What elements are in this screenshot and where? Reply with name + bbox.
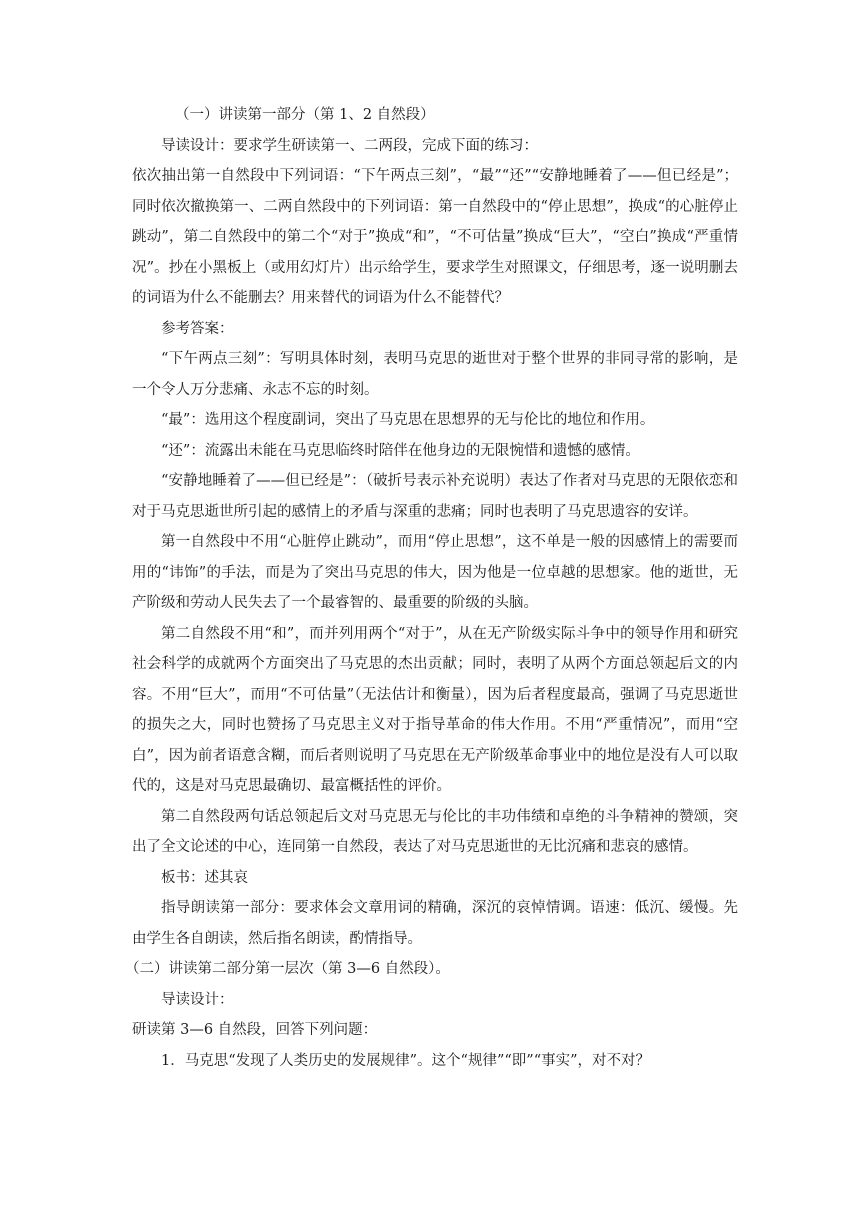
- section-heading-2: （二）讲读第二部分第一层次（第 3—6 自然段）。: [125, 961, 450, 977]
- reading-design-heading: 导读设计：: [161, 991, 234, 1008]
- document-body: [125, 100, 738, 1076]
- study-question-item: 1．马克思“发现了人类历史的发展规律”。这个“规律”“即”“事实”，对不对？: [161, 1052, 651, 1069]
- blackboard-note: 板书：述其哀: [161, 869, 248, 886]
- exercise-instructions-paragraph: 依次抽出第一自然段中下列词语：“下午两点三刻”，“最”“还”“安静地睡着了——但已经是”；同时依次撤换第一、二两自然段中的下列词语：第一自然段中的“停止思想”，换成“的心脏停止跳动”，第二自然段中的第二个“对于”换成“和”，“不可估量”换成“巨大”，“空白”换成“严重情况”。抄在小黑板上（或用幻灯片）出示给学生，要求学生对照课文，仔细思考，逐一说明删去的词语为什么不能删去？用来替代的词语为什么不能替代？: [132, 168, 738, 306]
- answer-paragraph: “安静地睡着了——但已经是”：（破折号表示补充说明）表达了作者对马克思的无限依恋和对于马克思逝世所引起的感情上的矛盾与深重的悲痛；同时也表明了马克思遗容的安详。: [132, 473, 738, 520]
- analysis-paragraph: 第一自然段中不用“心脏停止跳动”，而用“停止思想”，这不单是一般的因感情上的需要而用的“讳饰”的手法，而是为了突出马克思的伟大，因为他是一位卓越的思想家。他的逝世，无产阶级和劳动人民失去了一个最睿智的、最重要的阶级的头脑。: [132, 534, 738, 611]
- reading-guidance-paragraph: 指导朗读第一部分：要求体会文章用词的精确，深沉的哀悼情调。语速：低沉、缓慢。先由学生各自朗读，然后指名朗读，酌情指导。: [132, 900, 738, 947]
- answer-paragraph: “还”：流露出未能在马克思临终时陪伴在他身边的无限惋惜和遗憾的感情。: [161, 442, 640, 459]
- analysis-paragraph: 第二自然段两句话总领起后文对马克思无与伦比的丰功伟绩和卓绝的斗争精神的赞颂，突出了全文论述的中心，连同第一自然段，表达了对马克思逝世的无比沉痛和悲哀的感情。: [132, 808, 738, 855]
- study-question-intro: 研读第 3—6 自然段，回答下列问题：: [132, 1022, 378, 1038]
- answer-paragraph: “下午两点三刻”：写明具体时刻，表明马克思的逝世对于整个世界的非同寻常的影响，是一个令人万分悲痛、永志不忘的时刻。: [132, 351, 738, 398]
- section-heading-1: （一）讲读第一部分（第 1、2 自然段）: [175, 107, 435, 123]
- analysis-paragraph: 第二自然段不用“和”，而并列用两个“对于”，从在无产阶级实际斗争中的领导作用和研究社会科学的成就两个方面突出了马克思的杰出贡献；同时，表明了从两个方面总领起后文的内容。不用“巨大”，而用“不可估量”（无法估计和衡量），因为后者程度最高，强调了马克思逝世的损失之大，同时也赞扬了马克思主义对于指导革命的伟大作用。不用“严重情况”，而用“空白”，因为前者语意含糊，而后者则说明了马克思在无产阶级革命事业中的地位是没有人可以取代的，这是对马克思最确切、最富概括性的评价。: [132, 625, 738, 794]
- reference-answer-heading: 参考答案：: [161, 320, 234, 337]
- reading-design-paragraph: 导读设计：要求学生研读第一、二两段，完成下面的练习：: [161, 137, 538, 154]
- answer-paragraph: “最”：选用这个程度副词，突出了马克思在思想界的无与伦比的地位和作用。: [161, 412, 655, 428]
